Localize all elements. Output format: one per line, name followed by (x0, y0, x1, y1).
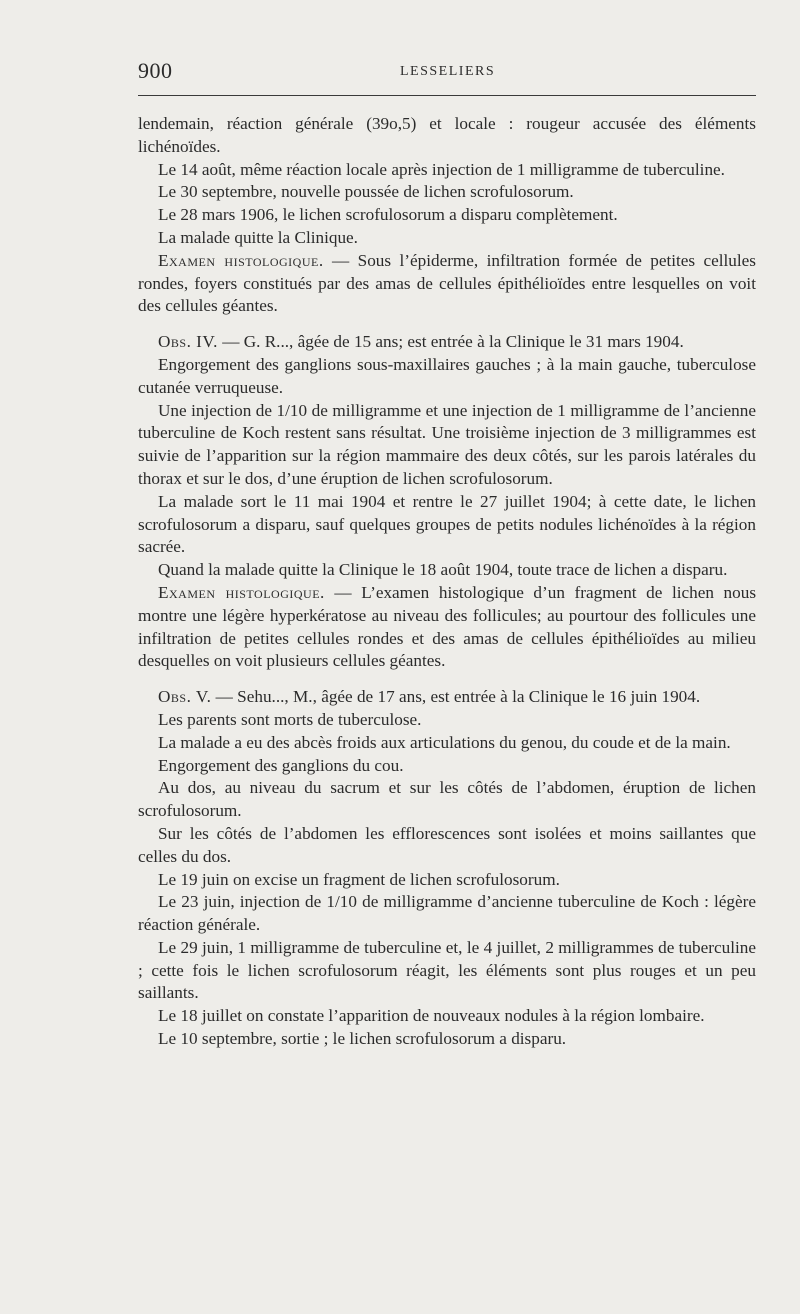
paragraph: Examen histologique. — Sous l’épiderme, infiltration formée de petites cellules rondes, foyers constitués par des amas de cellules épithélioïdes entre lesquelles on voit des cellules géantes. (138, 250, 756, 316)
paragraph: Engorgement des ganglions du cou. (158, 755, 404, 775)
paragraph: Le 29 juin, 1 milligramme de tuberculine et, le 4 juillet, 2 milligrammes de tuberculine ; cette fois le lichen scrofulosorum réagit, les éléments sont plus rouges et un peu saillants. (138, 937, 756, 1003)
paragraph: Engorgement des ganglions sous-maxillaires gauches ; à la main gauche, tuberculose cutanée verruqueuse. (138, 354, 756, 397)
paragraph: La malade quitte la Clinique. (158, 227, 358, 247)
running-title: LESSELIERS (400, 64, 496, 79)
section-lead: Obs. IV. (158, 332, 218, 352)
page-number: 900 (138, 58, 173, 83)
paragraph: Quand la malade quitte la Clinique le 18 août 1904, toute trace de lichen a disparu. (158, 560, 728, 580)
paragraph: Le 14 août, même réaction locale après injection de 1 milligramme de tuberculine. (158, 159, 725, 179)
paragraph: Le 28 mars 1906, le lichen scrofulosorum a disparu complètement. (158, 205, 618, 225)
page-header (138, 58, 756, 88)
paragraph: Examen histologique. — L’examen histologique d’un fragment de lichen nous montre une légère hyperkératose au niveau des follicules; au pourtour des follicules une infiltration de petites cellules rondes et des amas de cellules épithélioïdes au milieu desquelles on voit plusieurs cellules géantes. (138, 582, 757, 671)
paragraph: Les parents sont morts de tuberculose. (158, 709, 422, 729)
paragraph: La malade sort le 11 mai 1904 et rentre le 27 juillet 1904; à cette date, le lichen scrofulosorum a disparu, sauf quelques groupes de petits nodules lichénoïdes à la région sacrée. (138, 491, 756, 557)
paragraph: La malade a eu des abcès froids aux articulations du genou, du coude et de la main. (158, 732, 731, 752)
section-lead: Obs. V. (158, 687, 212, 707)
section-lead: Examen histologique. (158, 582, 325, 602)
paragraph: Le 19 juin on excise un fragment de lichen scrofulosorum. (158, 869, 560, 889)
paragraph: Au dos, au niveau du sacrum et sur les côtés de l’abdomen, éruption de lichen scrofulosorum. (138, 778, 756, 821)
paragraph: Une injection de 1/10 de milligramme et une injection de 1 milligramme de l’ancienne tuberculine de Koch restent sans résultat. Une troisième injection de 3 milligrammes est suivie de l’apparition sur la région mammaire des deux côtés, sur les parois latérales du thorax et sur le dos, d’une éruption de lichen scrofulosorum. (138, 400, 756, 488)
header-rule (138, 95, 756, 96)
paragraph: Le 30 septembre, nouvelle poussée de lichen scrofulosorum. (158, 182, 574, 202)
paragraph: Le 18 juillet on constate l’apparition de nouveaux nodules à la région lombaire. (158, 1006, 705, 1026)
body-text (138, 113, 756, 1051)
observation-heading: Obs. IV. — G. R..., âgée de 15 ans; est entrée à la Clinique le 31 mars 1904. (158, 332, 684, 352)
section-lead: Examen histologique. (158, 250, 324, 270)
paragraph: lendemain, réaction générale (39o,5) et locale : rougeur accusée des éléments lichénoïdes. (138, 114, 756, 156)
paragraph: Sur les côtés de l’abdomen les efflorescences sont isolées et moins saillantes que celles du dos. (138, 823, 756, 866)
observation-heading: Obs. V. — Sehu..., M., âgée de 17 ans, est entrée à la Clinique le 16 juin 1904. (158, 687, 701, 707)
paragraph: Le 23 juin, injection de 1/10 de milligramme d’ancienne tuberculine de Koch : légère réaction générale. (138, 892, 756, 935)
paragraph: Le 10 septembre, sortie ; le lichen scrofulosorum a disparu. (158, 1029, 567, 1049)
